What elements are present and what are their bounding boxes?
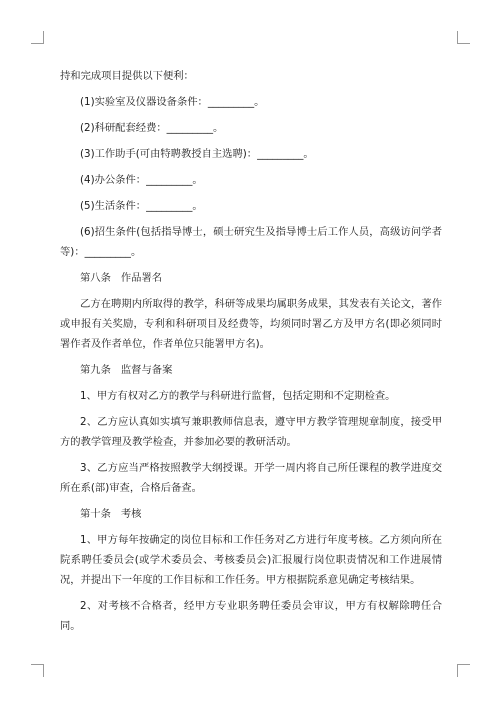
article-10-heading [60, 504, 442, 524]
crop-mark-bottom-right [457, 664, 470, 677]
benefit-item-2: (2)科研配套经费：_________。 [80, 122, 224, 134]
paragraph-intro: 持和完成项目提供以下便利： [60, 70, 194, 82]
crop-mark-bottom-left [31, 664, 44, 677]
article-8-heading [60, 268, 442, 288]
article-9-heading [60, 360, 442, 380]
article-10-title: 考核 [120, 508, 142, 520]
benefit-item-4: (4)办公条件：_________。 [80, 174, 203, 186]
article-9-clause-3: 3、乙方应当严格按照教学大纲授课。开学一周内将自己所任课程的教学进度交所在系(部)审查，合格后备查。 [60, 462, 442, 494]
article-8-paragraph: 乙方在聘期内所取得的教学，科研等成果均属职务成果，其发表有关论文，著作或申报有关奖励，专利和科研项目及经费等，均须同时署乙方及甲方名(即必须同时署作者及作者单位，作者单位只能署甲方名)。 [60, 298, 442, 350]
benefit-item-3: (3)工作助手(可由特聘教授自主选聘)：_________。 [80, 148, 314, 160]
article-9-number: 第九条 [80, 364, 111, 376]
benefit-item-6: (6)招生条件(包括指导博士，硕士研究生及指导博士后工作人员，高级访问学者等)：_________。 [60, 226, 442, 258]
article-9-clause-2: 2、乙方应认真如实填写兼职教师信息表，遵守甲方教学管理规章制度，接受甲方的教学管理及教学检查，并参加必要的教研活动。 [60, 416, 442, 448]
article-9-clause-1: 1、甲方有权对乙方的教学与科研进行监督，包括定期和不定期检查。 [80, 390, 396, 402]
article-10-clause-2: 2、对考核不合格者，经甲方专业职务聘任委员会审议，甲方有权解除聘任合同。 [60, 600, 442, 632]
crop-mark-top-left [31, 31, 44, 44]
article-10-number: 第十条 [80, 508, 111, 520]
article-10-clause-1: 1、甲方每年按确定的岗位目标和工作任务对乙方进行年度考核。乙方须向所在院系聘任委员会(或学术委员会、考核委员会)汇报履行岗位职责情况和工作进展情况，并提出下一年度的工作目标和工作任务。甲方根据院系意见确定考核结果。 [60, 534, 442, 586]
article-8-number: 第八条 [80, 272, 111, 284]
article-9-title: 监督与备案 [120, 364, 173, 376]
article-8-title: 作品署名 [120, 272, 163, 284]
benefit-item-5: (5)生活条件：_________。 [80, 200, 203, 212]
crop-mark-top-right [457, 31, 470, 44]
document-body [60, 66, 442, 642]
benefit-item-1: (1)实验室及仪器设备条件：_________。 [80, 96, 265, 108]
